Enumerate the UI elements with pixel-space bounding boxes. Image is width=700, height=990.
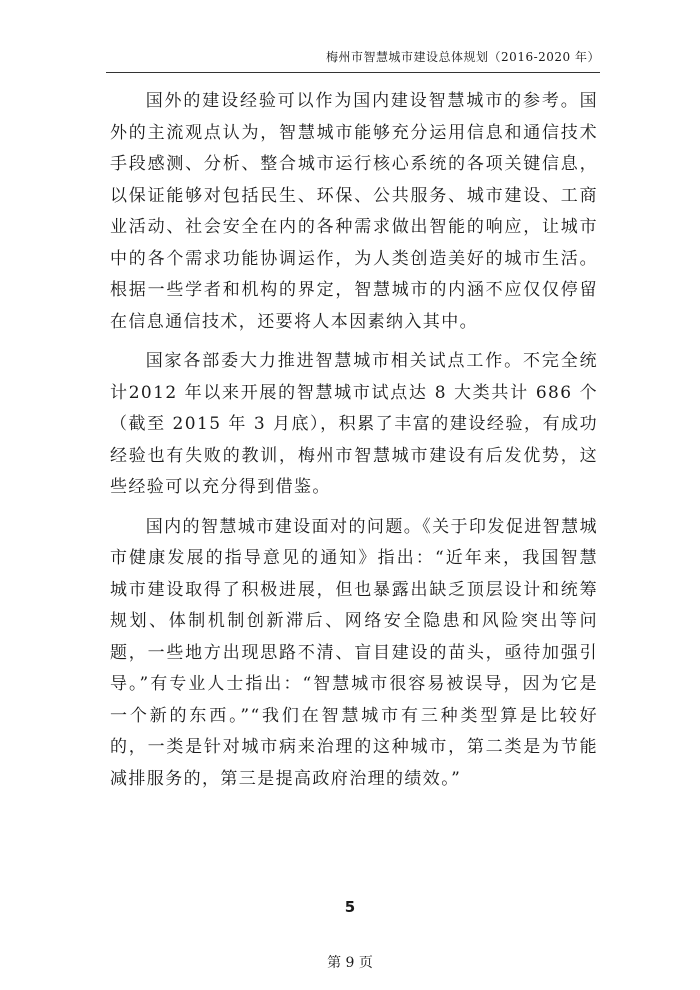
running-header: 梅州市智慧城市建设总体规划（2016-2020 年） <box>326 50 600 64</box>
paragraph-foreign-experience: 国外的建设经验可以作为国内建设智慧城市的参考。国外的主流观点认为，智慧城市能够充分运用信息和通信技术手段感测、分析、整合城市运行核心系统的各项关键信息，以保证能够对包括民生、环保、公共服务、城市建设、工商业活动、社会安全在内的各种需求做出智能的响应，让城市中的各个需求功能协调运作，为人类创造美好的城市生活。根据一些学者和机构的界定，智慧城市的内涵不应仅仅停留在信息通信技术，还要将人本因素纳入其中。 <box>110 91 598 332</box>
printed-page-number: 5 <box>344 898 356 916</box>
paragraph-national-pilots: 国家各部委大力推进智慧城市相关试点工作。不完全统计2012 年以来开展的智慧城市试点达 8 大类共计 686 个（截至 2015 年 3 月底），积累了丰富的建设经验，有成功经验也有失败的教训，梅州市智慧城市建设有后发优势，这些经验可以充分得到借鉴。 <box>110 351 598 497</box>
header-divider <box>106 72 600 73</box>
body-text <box>110 86 598 795</box>
page-footer: 第 9 页 <box>327 955 373 971</box>
paragraph-domestic-problems: 国内的智慧城市建设面对的问题。《关于印发促进智慧城市健康发展的指导意见的通知》指出：“近年来，我国智慧城市建设取得了积极进展，但也暴露出缺乏顶层设计和统筹规划、体制机制创新滞后、网络安全隐患和风险突出等问题，一些地方出现思路不清、盲目建设的苗头，亟待加强引导。”有专业人士指出：“智慧城市很容易被误导，因为它是一个新的东西。”“我们在智慧城市有三种类型算是比较好的，一类是针对城市病来治理的这种城市，第二类是为节能减排服务的，第三是提高政府治理的绩效。” <box>110 516 598 789</box>
